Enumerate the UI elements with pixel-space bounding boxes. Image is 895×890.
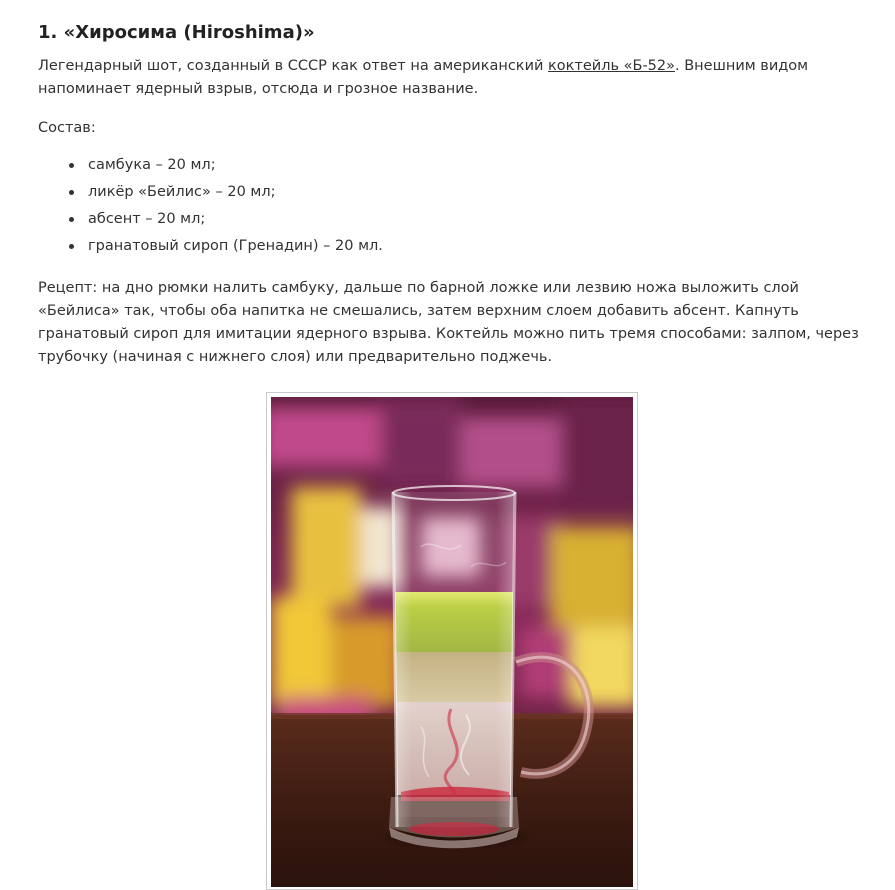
intro-text-start: Легендарный шот, созданный в СССР как ответ на американский xyxy=(38,58,549,74)
intro-text-end: . Внешним видом напоминает ядерный взрыв, отсюда и грозное название. xyxy=(38,58,809,97)
b52-cocktail-link[interactable]: коктейль «Б-52» xyxy=(548,58,676,74)
intro-paragraph xyxy=(38,55,868,101)
cocktail-photo xyxy=(266,392,638,890)
list-item: гранатовый сироп (Гренадин) – 20 мл. xyxy=(65,233,383,260)
ingredients-list xyxy=(65,152,383,260)
article-heading: 1. «Хиросима (Hiroshima)» xyxy=(38,22,315,43)
list-item: ликёр «Бейлис» – 20 мл; xyxy=(65,179,383,206)
list-item: самбука – 20 мл; xyxy=(65,152,383,179)
list-item: абсент – 20 мл; xyxy=(65,206,383,233)
cocktail-photo-image xyxy=(271,397,633,887)
composition-label: Состав: xyxy=(38,120,96,136)
recipe-paragraph: Рецепт: на дно рюмки налить самбуку, дальше по барной ложке или лезвию ножа выложить слой «Бейлиса» так, чтобы оба напитка не смешались, затем верхним слоем добавить абсент. Капнуть гранатовый сироп для имитации ядерного взрыва. Коктейль можно пить тремя способами: залпом, через трубочку (начиная с нижнего слоя) или предварительно поджечь. xyxy=(38,280,859,365)
